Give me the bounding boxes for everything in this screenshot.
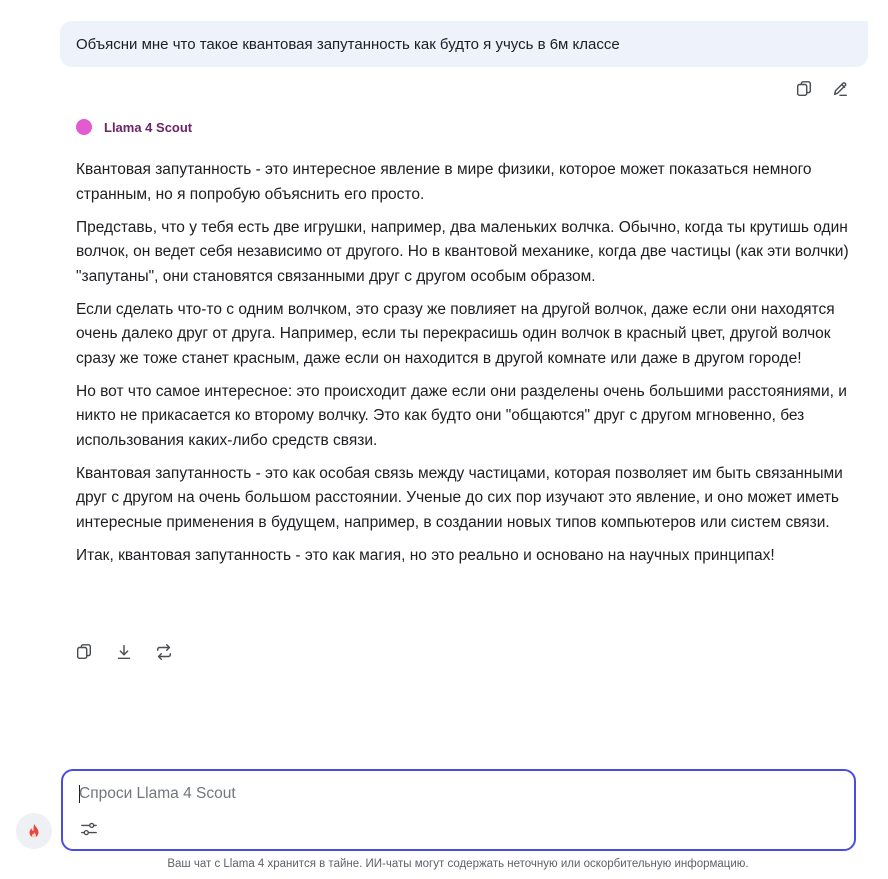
copy-icon[interactable] bbox=[74, 642, 94, 662]
bot-header bbox=[76, 119, 192, 135]
bot-message-actions bbox=[74, 642, 174, 662]
answer-paragraph: Но вот что самое интересное: это происходит даже если они разделены очень большими расстояниями, и никто не прикасается ко второму волчку. Это как будто они "общаются" друг с другом мгновенно, без использования каких-либо средств связи. bbox=[76, 382, 847, 449]
user-message-actions bbox=[794, 79, 850, 99]
bot-name: Llama 4 Scout bbox=[104, 119, 193, 135]
sliders-icon[interactable] bbox=[79, 819, 99, 839]
bot-avatar bbox=[76, 119, 92, 135]
answer-paragraph: Если сделать что-то с одним волчком, это сразу же повлияет на другой волчок, даже если они находятся очень далеко друг от друга. Например, если ты перекрасишь один волчок в красный цвет, другой волчок сразу же тоже станет красным, даже если он находится в другой комнате или даже в другом городе! bbox=[76, 300, 835, 367]
user-message-text: Объясни мне что такое квантовая запутанность как будто я учусь в 6м классе bbox=[76, 35, 620, 53]
user-message-bubble bbox=[60, 21, 868, 67]
fire-icon bbox=[25, 822, 43, 840]
copy-icon[interactable] bbox=[794, 79, 814, 99]
answer-paragraph: Итак, квантовая запутанность - это как магия, но это реально и основано на научных принципах! bbox=[76, 546, 775, 564]
answer-paragraph: Представь, что у тебя есть две игрушки, например, два маленьких волчка. Обычно, когда ты крутишь один волчок, он ведет себя независимо от другого. Но в квантовой механике, когда две частицы (как эти волчки) "запутаны", они становятся связанными друг с другом особым образом. bbox=[76, 218, 849, 285]
answer-paragraph: Квантовая запутанность - это как особая связь между частицами, которая позволяет им быть связанными друг с другом на очень большом расстоянии. Ученые до сих пор изучают это явление, и оно может иметь интересные применения в будущем, например, в создании новых типов компьютеров или систем связи. bbox=[76, 464, 843, 531]
footer-disclaimer: Ваш чат с Llama 4 хранится в тайне. ИИ-чаты могут содержать неточную или оскорбительную информацию. bbox=[167, 858, 749, 870]
message-input[interactable] bbox=[79, 783, 819, 805]
fire-badge[interactable] bbox=[16, 813, 52, 849]
bot-answer bbox=[76, 158, 856, 577]
edit-icon[interactable] bbox=[830, 79, 850, 99]
download-icon[interactable] bbox=[114, 642, 134, 662]
message-composer bbox=[61, 769, 856, 851]
regenerate-icon[interactable] bbox=[154, 642, 174, 662]
answer-paragraph: Квантовая запутанность - это интересное явление в мире физики, которое может показаться немного странным, но я попробую объяснить его просто. bbox=[76, 161, 812, 203]
